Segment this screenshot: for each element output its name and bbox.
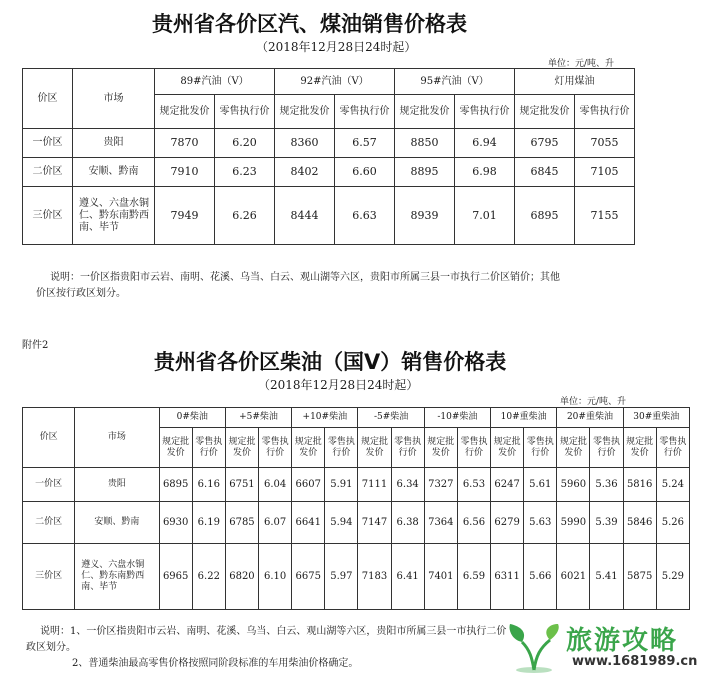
cell-region: 二价区 xyxy=(23,158,73,187)
cell-market: 安顺、黔南 xyxy=(75,502,159,544)
gasoline-price-table xyxy=(22,68,635,245)
cell-retail-price: 5.66 xyxy=(524,544,557,610)
cell-wholesale-price: 6311 xyxy=(491,544,524,610)
table-row xyxy=(23,158,635,187)
subheader-retail: 零售执行价 xyxy=(590,428,623,468)
cell-retail-price: 6.60 xyxy=(335,158,395,187)
cell-wholesale-price: 6845 xyxy=(515,158,575,187)
subheader-retail: 零售执行价 xyxy=(455,95,515,129)
subheader-retail: 零售执行价 xyxy=(391,428,424,468)
subheader-retail: 零售执行价 xyxy=(215,95,275,129)
cell-wholesale-price: 6895 xyxy=(159,468,192,502)
cell-retail-price: 6.53 xyxy=(457,468,490,502)
subheader-retail: 零售执行价 xyxy=(575,95,635,129)
cell-retail-price: 6.56 xyxy=(457,502,490,544)
subheader-retail: 零售执行价 xyxy=(192,428,225,468)
cell-region: 二价区 xyxy=(23,502,75,544)
cell-retail-price: 5.26 xyxy=(656,502,689,544)
cell-retail-price: 6.98 xyxy=(455,158,515,187)
subheader-wholesale: 规定批发价 xyxy=(292,428,325,468)
cell-wholesale-price: 6021 xyxy=(557,544,590,610)
cell-wholesale-price: 6641 xyxy=(292,502,325,544)
cell-wholesale-price: 5846 xyxy=(623,502,656,544)
cell-wholesale-price: 7327 xyxy=(424,468,457,502)
cell-wholesale-price: 6675 xyxy=(292,544,325,610)
cell-wholesale-price: 6785 xyxy=(225,502,258,544)
subheader-wholesale: 规定批发价 xyxy=(159,428,192,468)
header-product: 89#汽油（V） xyxy=(155,69,275,95)
cell-retail-price: 5.94 xyxy=(325,502,358,544)
cell-retail-price: 7.01 xyxy=(455,187,515,245)
cell-retail-price: 5.36 xyxy=(590,468,623,502)
table-row xyxy=(23,544,690,610)
plant-logo-icon xyxy=(506,622,562,674)
table1-unit: 单位：元/吨、升 xyxy=(548,59,615,69)
cell-region: 三价区 xyxy=(23,544,75,610)
cell-retail-price: 6.20 xyxy=(215,129,275,158)
subheader-retail: 零售执行价 xyxy=(656,428,689,468)
cell-wholesale-price: 5875 xyxy=(623,544,656,610)
table-row xyxy=(23,187,635,245)
cell-wholesale-price: 7183 xyxy=(358,544,391,610)
table-row xyxy=(23,502,690,544)
cell-retail-price: 6.23 xyxy=(215,158,275,187)
cell-wholesale-price: 6930 xyxy=(159,502,192,544)
cell-retail-price: 5.61 xyxy=(524,468,557,502)
header-product: 92#汽油（V） xyxy=(275,69,395,95)
diesel-price-table xyxy=(22,407,690,610)
cell-retail-price: 6.16 xyxy=(192,468,225,502)
subheader-wholesale: 规定批发价 xyxy=(424,428,457,468)
table1-subtitle: （2018年12月28日24时起） xyxy=(256,40,417,54)
watermark-name: 旅游攻略 xyxy=(566,626,679,656)
table2-unit: 单位：元/吨、升 xyxy=(560,397,627,407)
cell-wholesale-price: 7910 xyxy=(155,158,215,187)
table1-note-line1: 说明：一价区指贵阳市云岩、南明、花溪、乌当、白云、观山湖等六区，贵阳市所属三县一市执行二价区销价；其他 xyxy=(50,272,560,283)
subheader-retail: 零售执行价 xyxy=(457,428,490,468)
subheader-wholesale: 规定批发价 xyxy=(225,428,258,468)
cell-market: 贵阳 xyxy=(73,129,155,158)
cell-retail-price: 6.57 xyxy=(335,129,395,158)
cell-retail-price: 6.04 xyxy=(259,468,292,502)
cell-region: 一价区 xyxy=(23,468,75,502)
subheader-retail: 零售执行价 xyxy=(524,428,557,468)
cell-retail-price: 7155 xyxy=(575,187,635,245)
cell-wholesale-price: 6795 xyxy=(515,129,575,158)
subheader-wholesale: 规定批发价 xyxy=(557,428,590,468)
header-product: -5#柴油 xyxy=(358,408,424,428)
cell-wholesale-price: 7401 xyxy=(424,544,457,610)
cell-wholesale-price: 8939 xyxy=(395,187,455,245)
cell-wholesale-price: 5816 xyxy=(623,468,656,502)
site-watermark xyxy=(506,618,702,678)
header-product: 20#重柴油 xyxy=(557,408,623,428)
header-product: 0#柴油 xyxy=(159,408,225,428)
table1-title: 贵州省各价区汽、煤油销售价格表 xyxy=(152,12,467,36)
cell-market: 安顺、黔南 xyxy=(73,158,155,187)
cell-retail-price: 6.19 xyxy=(192,502,225,544)
subheader-wholesale: 规定批发价 xyxy=(491,428,524,468)
cell-wholesale-price: 6751 xyxy=(225,468,258,502)
table2-note-line1: 说明：1、一价区指贵阳市云岩、南明、花溪、乌当、白云、观山湖等六区，贵阳市所属三县一市执行二价 xyxy=(40,626,507,637)
cell-retail-price: 6.94 xyxy=(455,129,515,158)
cell-retail-price: 6.41 xyxy=(391,544,424,610)
cell-retail-price: 6.34 xyxy=(391,468,424,502)
subheader-wholesale: 规定批发价 xyxy=(515,95,575,129)
cell-region: 一价区 xyxy=(23,129,73,158)
cell-retail-price: 5.39 xyxy=(590,502,623,544)
cell-wholesale-price: 7147 xyxy=(358,502,391,544)
cell-market: 遵义、六盘水铜仁、黔东南黔西南、毕节 xyxy=(73,187,155,245)
cell-wholesale-price: 8850 xyxy=(395,129,455,158)
cell-retail-price: 6.26 xyxy=(215,187,275,245)
cell-retail-price: 6.38 xyxy=(391,502,424,544)
cell-wholesale-price: 8895 xyxy=(395,158,455,187)
header-product: 10#重柴油 xyxy=(491,408,557,428)
header-product: +10#柴油 xyxy=(292,408,358,428)
table2-subtitle: （2018年12月28日24时起） xyxy=(258,378,419,392)
table2-note-line3: 2、普通柴油最高零售价格按照同阶段标准的车用柴油价格确定。 xyxy=(72,658,359,669)
cell-wholesale-price: 7364 xyxy=(424,502,457,544)
cell-retail-price: 5.41 xyxy=(590,544,623,610)
attachment-label: 附件2 xyxy=(22,340,49,351)
header-region: 价区 xyxy=(23,408,75,468)
cell-wholesale-price: 6279 xyxy=(491,502,524,544)
header-product: +5#柴油 xyxy=(225,408,291,428)
subheader-wholesale: 规定批发价 xyxy=(358,428,391,468)
watermark-url: www.1681989.cn xyxy=(572,654,698,669)
cell-wholesale-price: 6820 xyxy=(225,544,258,610)
table2-title: 贵州省各价区柴油（国Ⅴ）销售价格表 xyxy=(154,350,507,374)
subheader-wholesale: 规定批发价 xyxy=(395,95,455,129)
cell-wholesale-price: 6895 xyxy=(515,187,575,245)
subheader-retail: 零售执行价 xyxy=(259,428,292,468)
cell-wholesale-price: 8444 xyxy=(275,187,335,245)
cell-retail-price: 5.91 xyxy=(325,468,358,502)
cell-region: 三价区 xyxy=(23,187,73,245)
cell-wholesale-price: 5960 xyxy=(557,468,590,502)
subheader-wholesale: 规定批发价 xyxy=(623,428,656,468)
header-market: 市场 xyxy=(73,69,155,129)
cell-wholesale-price: 8402 xyxy=(275,158,335,187)
cell-retail-price: 7105 xyxy=(575,158,635,187)
cell-retail-price: 6.22 xyxy=(192,544,225,610)
cell-wholesale-price: 7111 xyxy=(358,468,391,502)
table2-note-line2: 政区划分。 xyxy=(26,642,76,653)
header-product: 灯用煤油 xyxy=(515,69,635,95)
cell-wholesale-price: 7870 xyxy=(155,129,215,158)
cell-retail-price: 6.10 xyxy=(259,544,292,610)
header-product: 95#汽油（V） xyxy=(395,69,515,95)
cell-retail-price: 6.63 xyxy=(335,187,395,245)
cell-retail-price: 5.63 xyxy=(524,502,557,544)
header-product: 30#重柴油 xyxy=(623,408,689,428)
table-header-row xyxy=(23,69,635,95)
cell-wholesale-price: 6965 xyxy=(159,544,192,610)
cell-wholesale-price: 6607 xyxy=(292,468,325,502)
cell-retail-price: 7055 xyxy=(575,129,635,158)
subheader-wholesale: 规定批发价 xyxy=(155,95,215,129)
table-row xyxy=(23,129,635,158)
cell-wholesale-price: 7949 xyxy=(155,187,215,245)
cell-market: 贵阳 xyxy=(75,468,159,502)
cell-wholesale-price: 6247 xyxy=(491,468,524,502)
cell-retail-price: 5.29 xyxy=(656,544,689,610)
header-region: 价区 xyxy=(23,69,73,129)
cell-retail-price: 6.07 xyxy=(259,502,292,544)
cell-wholesale-price: 8360 xyxy=(275,129,335,158)
header-market: 市场 xyxy=(75,408,159,468)
cell-retail-price: 6.59 xyxy=(457,544,490,610)
table1-note-line2: 价区按行政区划分。 xyxy=(36,288,126,299)
cell-wholesale-price: 5990 xyxy=(557,502,590,544)
cell-retail-price: 5.24 xyxy=(656,468,689,502)
subheader-retail: 零售执行价 xyxy=(335,95,395,129)
table-header-row xyxy=(23,408,690,428)
header-product: -10#柴油 xyxy=(424,408,490,428)
subheader-wholesale: 规定批发价 xyxy=(275,95,335,129)
cell-retail-price: 5.97 xyxy=(325,544,358,610)
subheader-retail: 零售执行价 xyxy=(325,428,358,468)
cell-market: 遵义、六盘水铜仁、黔东南黔西南、毕节 xyxy=(75,544,159,610)
table-row xyxy=(23,468,690,502)
